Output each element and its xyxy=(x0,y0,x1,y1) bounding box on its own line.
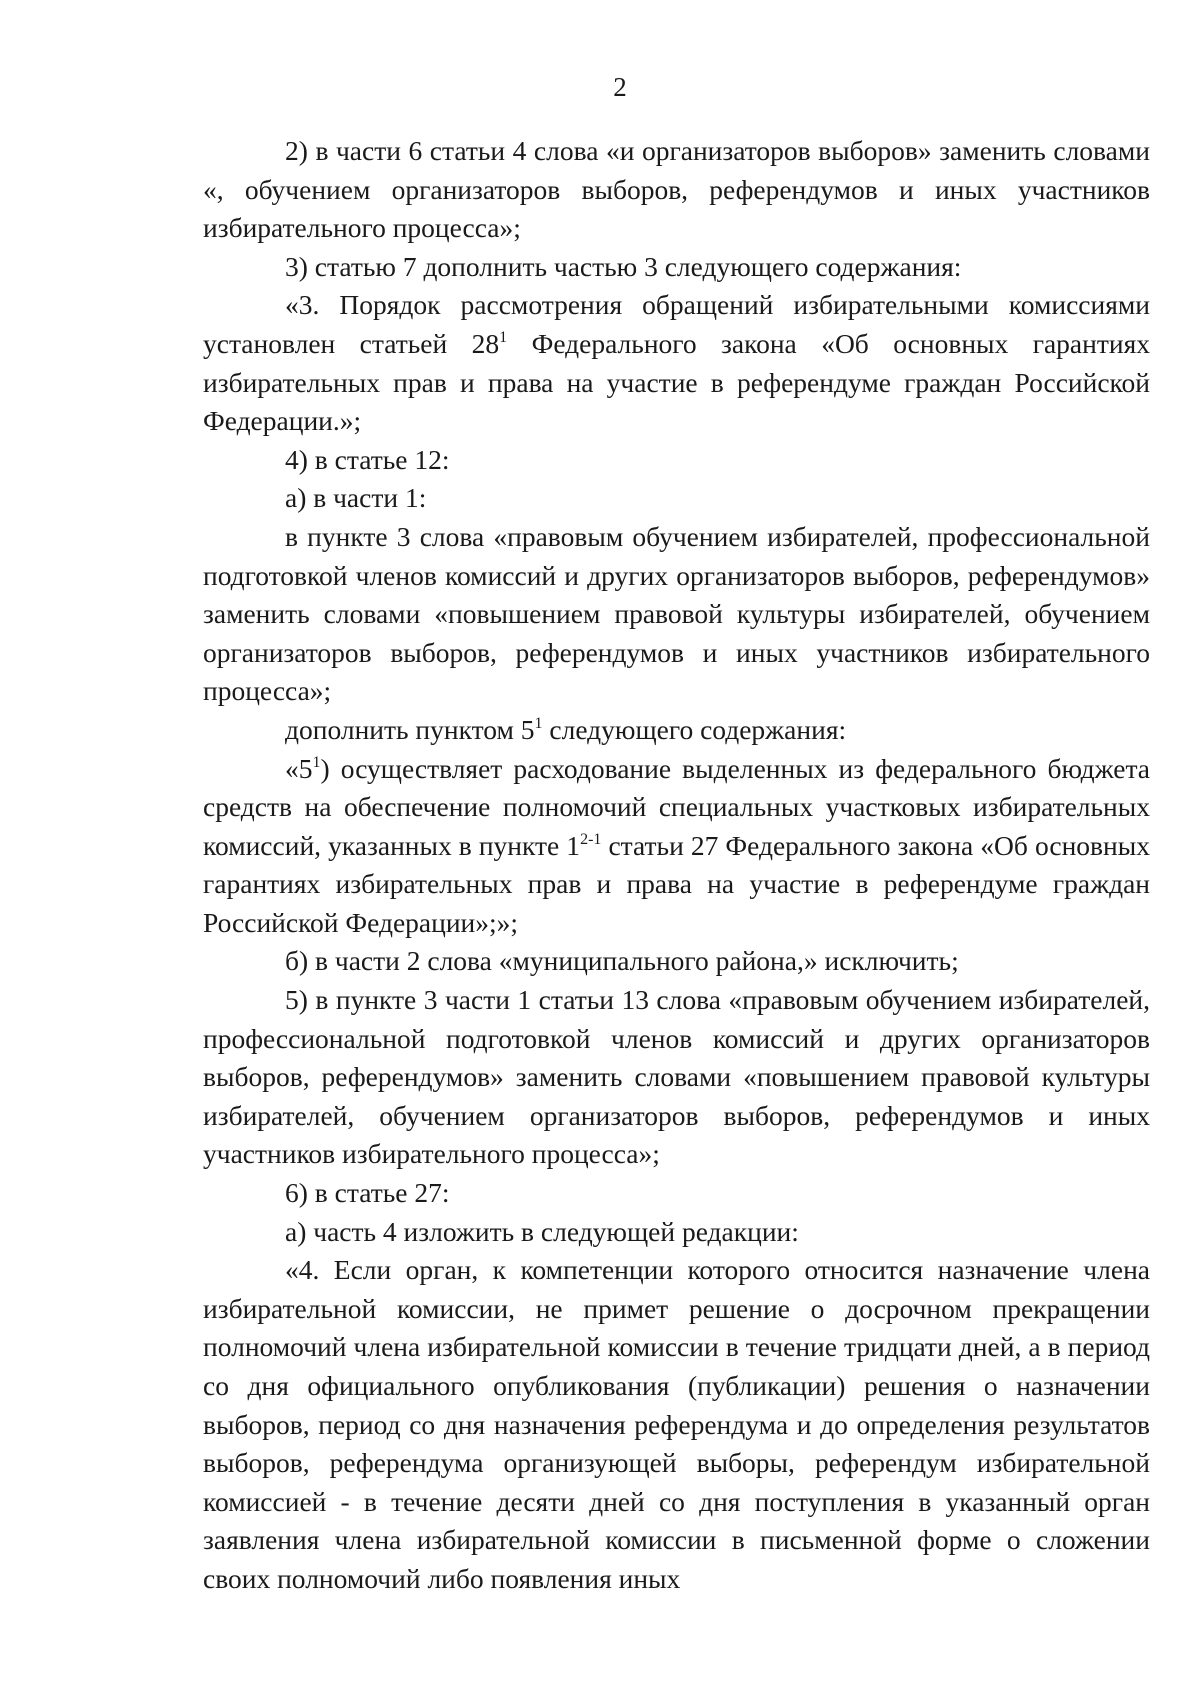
paragraph-p03: «3. Порядок рассмотрения обращений избирательными комиссиями установлен статьей $28^1$ Федерального закона «Об основных гарантиях избирательных прав и права на участие в референдуме граждан Российской Федерации.»; xyxy=(203,289,1150,437)
superscript: 2-1 xyxy=(580,830,602,848)
paragraph-p13: «4. Если орган, к компетенции которого относится назначение члена избирательной комиссии, не примет решение о досрочном прекращении полномочий члена избирательной комиссии в течение тридцати дней, а в период со дня официального опубликования (публикации) решения о назначении выборов, период со дня назначения референдума и до определения результатов выборов, референдума организующей выборы, референдум избирательной комиссией - в течение десяти дней со дня поступления в указанный орган заявления члена избирательной комиссии в письменной форме о сложении своих полномочий либо появления иных xyxy=(203,1254,1150,1594)
paragraph-p04: 4) в статье 12: xyxy=(285,443,450,475)
paragraph-p11: 6) в статье 27: xyxy=(285,1177,450,1209)
paragraph-p01: 2) в части 6 статьи 4 слова «и организаторов выборов» заменить словами «, обучением организаторов выборов, референдумов и иных участников избирательного процесса»; xyxy=(203,135,1150,244)
superscript: 1 xyxy=(534,714,543,732)
paragraph-p10: 5) в пункте 3 части 1 статьи 13 слова «правовым обучением избирателей, профессиональной подготовкой членов комиссий и других организаторов выборов, референдумов» заменить словами «повышением правовой культуры избирателей, обучением организаторов выборов, референдумов и иных участников избирательного процесса»; xyxy=(203,984,1150,1170)
paragraph-p06: в пункте 3 слова «правовым обучением избирателей, профессиональной подготовкой членов комиссий и других организаторов выборов, референдумов» заменить словами «повышением правовой культуры избирателей, обучением организаторов выборов, референдумов и иных участников избирательного процесса»; xyxy=(203,520,1150,707)
paragraph-p02: 3) статью 7 дополнить частью 3 следующего содержания: xyxy=(285,250,962,282)
paragraph-p12: а) часть 4 изложить в следующей редакции: xyxy=(285,1215,799,1247)
paragraph-p08: «$5^1$) осуществляет расходование выделенных из федерального бюджета средств на обеспечение полномочий специальных участковых избирательных комиссий, указанных в пункте 1$^{2-1}$ статьи 27 Федерального закона «Об основных гарантиях избирательных прав и права на участие в референдуме граждан Российской Федерации»;»; xyxy=(203,752,1150,938)
superscript: 1 xyxy=(312,753,321,771)
page-number: 2 xyxy=(613,72,627,102)
superscript: 1 xyxy=(499,328,508,346)
paragraph-p05: а) в части 1: xyxy=(285,482,427,514)
document-body xyxy=(203,132,1150,1599)
paragraph-p09: б) в части 2 слова «муниципального района,» исключить; xyxy=(285,945,959,977)
paragraph-p07: дополнить пунктом $5^1$ следующего содержания: xyxy=(285,713,847,745)
